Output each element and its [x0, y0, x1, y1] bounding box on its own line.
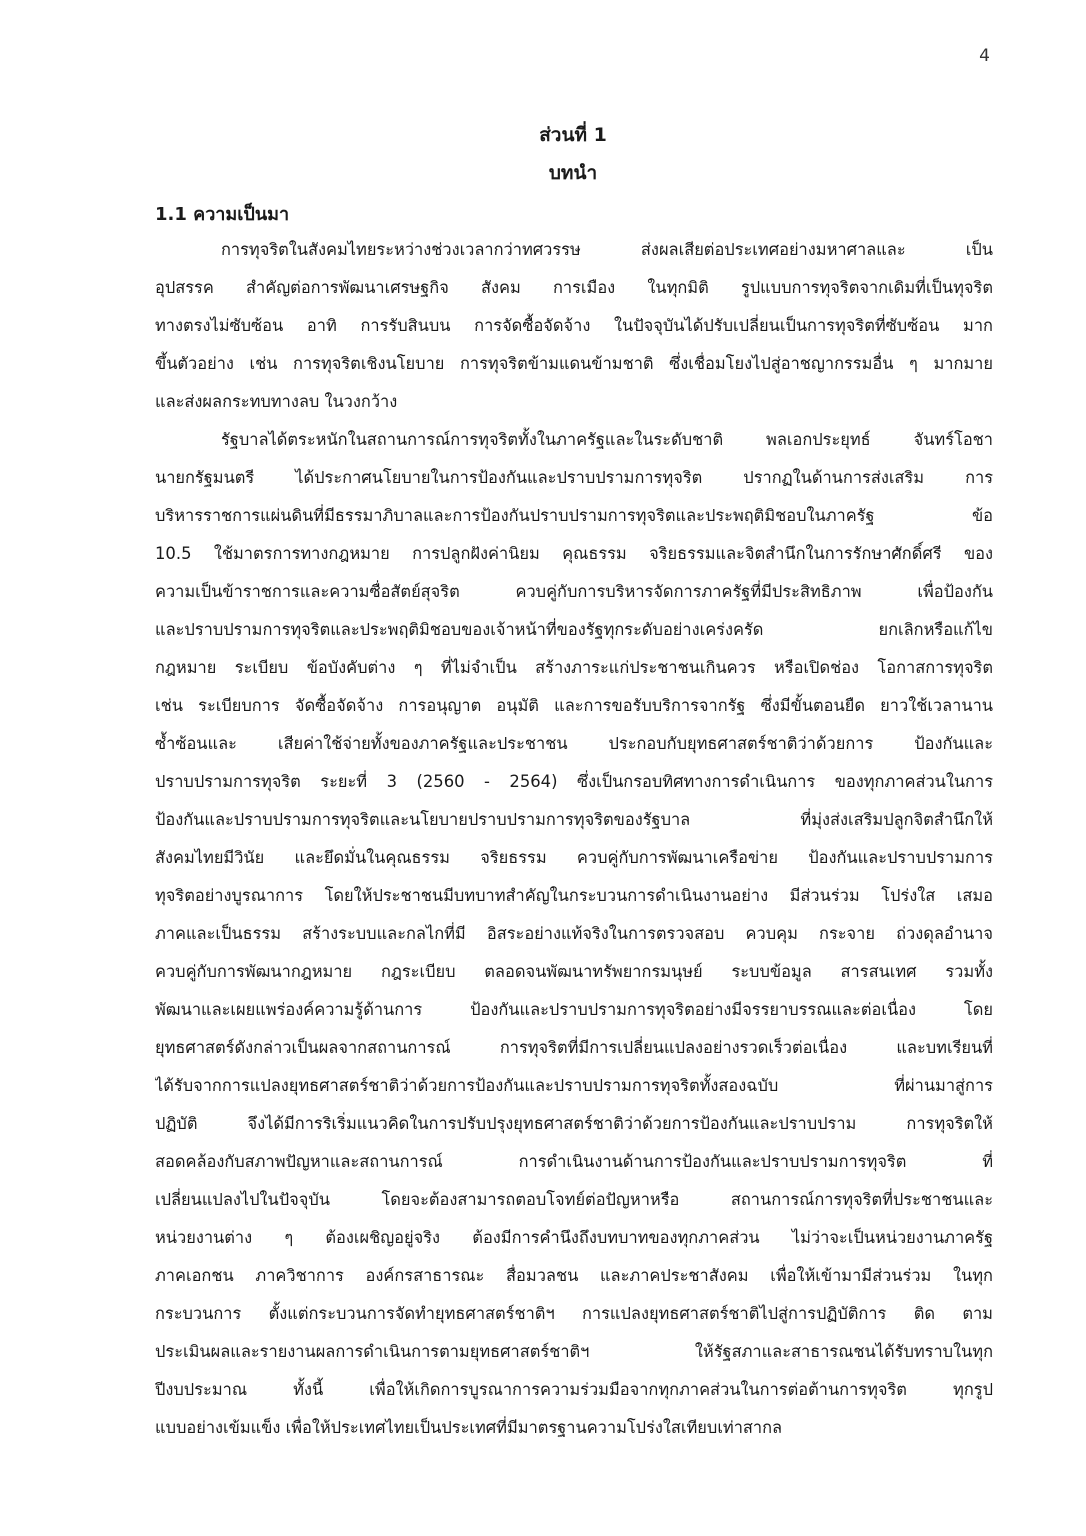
paragraph-line: ทางตรงไม่ซับซ้อน อาทิ การรับสินบน การจัดซื้อจัดจ้าง ในปัจจุบันได้ปรับเปลี่ยนเป็นการทุจริตที่ซับซ้อน มาก [155, 316, 993, 335]
paragraph-line: เช่น ระเบียบการ จัดซื้อจัดจ้าง การอนุญาต อนุมัติ และการขอรับบริการจากรัฐ ซึ่งมีขั้นตอนยืด ยาวใช้เวลานาน [155, 696, 993, 715]
paragraph-line: ปฏิบัติ จึงได้มีการริเริ่มแนวคิดในการปรับปรุงยุทธศาสตร์ชาติว่าด้วยการป้องกันและปราบปราม การทุจริตให้ [155, 1114, 993, 1133]
paragraph-line: นายกรัฐมนตรี ได้ประกาศนโยบายในการป้องกันและปราบปรามการทุจริต ปรากฏในด้านการส่งเสริม การ [155, 468, 993, 487]
page-number: 4 [979, 46, 990, 66]
paragraph-line: พัฒนาและเผยแพร่องค์ความรู้ด้านการ ป้องกันและปราบปรามการทุจริตอย่างมีจรรยาบรรณและต่อเนื่อง โดย [155, 1000, 993, 1019]
paragraph-line: เปลี่ยนแปลงไปในปัจจุบัน โดยจะต้องสามารถตอบโจทย์ต่อปัญหาหรือ สถานการณ์การทุจริตที่ประชาชนและ [155, 1190, 993, 1209]
paragraph-line: รัฐบาลได้ตระหนักในสถานการณ์การทุจริตทั้งในภาครัฐและในระดับชาติ พลเอกประยุทธ์ จันทร์โอชา [221, 430, 993, 449]
paragraph-line: ควบคู่กับการพัฒนากฎหมาย กฎระเบียบ ตลอดจนพัฒนาทรัพยากรมนุษย์ ระบบข้อมูล สารสนเทศ รวมทั้ง [155, 962, 993, 981]
part-title: ส่วนที่ 1 [539, 124, 607, 146]
paragraph-line: สังคมไทยมีวินัย และยึดมั่นในคุณธรรม จริยธรรม ควบคู่กับการพัฒนาเครือข่าย ป้องกันและปราบปรามการ [155, 848, 993, 867]
paragraph-line: ยุทธศาสตร์ดังกล่าวเป็นผลจากสถานการณ์ การทุจริตที่มีการเปลี่ยนแปลงอย่างรวดเร็วต่อเนื่อง และบทเรียนที่ [155, 1038, 993, 1057]
section-heading: 1.1 ความเป็นมา [155, 204, 290, 225]
paragraph-line: ปราบปรามการทุจริต ระยะที่ 3 (2560 - 2564) ซึ่งเป็นกรอบทิศทางการดำเนินการ ของทุกภาคส่วนในการ [155, 772, 993, 791]
paragraph-line: 10.5 ใช้มาตรการทางกฎหมาย การปลูกฝังค่านิยม คุณธรรม จริยธรรมและจิตสำนึกในการรักษาศักดิ์ศรี ของ [155, 544, 993, 563]
paragraph-line: ป้องกันและปราบปรามการทุจริตและนโยบายปราบปรามการทุจริตของรัฐบาล ที่มุ่งส่งเสริมปลูกจิตสำนึกให้ [155, 810, 993, 829]
paragraph-line: บริหารราชการแผ่นดินที่มีธรรมาภิบาลและการป้องกันปราบปรามการทุจริตและประพฤติมิชอบในภาครัฐ ข้อ [155, 506, 993, 525]
paragraph-line: ซ้ำซ้อนและ เสียค่าใช้จ่ายทั้งของภาครัฐและประชาชน ประกอบกับยุทธศาสตร์ชาติว่าด้วยการ ป้องกันและ [155, 734, 993, 753]
paragraph-line: และปราบปรามการทุจริตและประพฤติมิชอบของเจ้าหน้าที่ของรัฐทุกระดับอย่างเคร่งครัด ยกเลิกหรือแก้ไข [155, 620, 993, 639]
paragraph-line: หน่วยงานต่าง ๆ ต้องเผชิญอยู่จริง ต้องมีการคำนึงถึงบทบาทของทุกภาคส่วน ไม่ว่าจะเป็นหน่วยงานภาครัฐ [155, 1228, 993, 1247]
paragraph-line: ปีงบประมาณ ทั้งนี้ เพื่อให้เกิดการบูรณาการความร่วมมือจากทุกภาคส่วนในการต่อต้านการทุจริต ทุกรูป [155, 1380, 993, 1399]
paragraph-line: ทุจริตอย่างบูรณาการ โดยให้ประชาชนมีบทบาทสำคัญในกระบวนการดำเนินงานอย่าง มีส่วนร่วม โปร่งใส เสมอ [155, 886, 993, 905]
paragraph-line: ขึ้นตัวอย่าง เช่น การทุจริตเชิงนโยบาย การทุจริตข้ามแดนข้ามชาติ ซึ่งเชื่อมโยงไปสู่อาชญากรรมอื่น ๆ มากมาย [155, 354, 993, 373]
paragraph-line: การทุจริตในสังคมไทยระหว่างช่วงเวลากว่าทศวรรษ ส่งผลเสียต่อประเทศอย่างมหาศาลและ เป็น [221, 240, 993, 259]
chapter-title: บทนำ [548, 162, 598, 184]
paragraph-line: กฎหมาย ระเบียบ ข้อบังคับต่าง ๆ ที่ไม่จำเป็น สร้างภาระแก่ประชาชนเกินควร หรือเปิดช่อง โอกาสการทุจริต [155, 658, 993, 677]
paragraph-line: กระบวนการ ตั้งแต่กระบวนการจัดทำยุทธศาสตร์ชาติฯ การแปลงยุทธศาสตร์ชาติไปสู่การปฏิบัติการ ติด ตาม [155, 1304, 993, 1323]
paragraph-line: ความเป็นข้าราชการและความซื่อสัตย์สุจริต ควบคู่กับการบริหารจัดการภาครัฐที่มีประสิทธิภาพ เพื่อป้องกัน [155, 582, 993, 601]
paragraph-line: ภาคเอกชน ภาควิชาการ องค์กรสาธารณะ สื่อมวลชน และภาคประชาสังคม เพื่อให้เข้ามามีส่วนร่วม ในทุก [155, 1266, 993, 1285]
paragraph-line: ภาคและเป็นธรรม สร้างระบบและกลไกที่มี อิสระอย่างแท้จริงในการตรวจสอบ ควบคุม กระจาย ถ่วงดุลอำนาจ [155, 924, 993, 943]
paragraph-line: และส่งผลกระทบทางลบ ในวงกว้าง [155, 392, 398, 411]
paragraph-line: สอดคล้องกับสภาพปัญหาและสถานการณ์ การดำเนินงานด้านการป้องกันและปราบปรามการทุจริต ที่ [155, 1152, 993, 1171]
paragraph-line: ประเมินผลและรายงานผลการดำเนินการตามยุทธศาสตร์ชาติฯ ให้รัฐสภาและสาธารณชนได้รับทราบในทุก [155, 1342, 993, 1361]
paragraph-line: แบบอย่างเข้มแข็ง เพื่อให้ประเทศไทยเป็นประเทศที่มีมาตรฐานความโปร่งใสเทียบเท่าสากล [155, 1418, 783, 1437]
paragraph-line: อุปสรรค สำคัญต่อการพัฒนาเศรษฐกิจ สังคม การเมือง ในทุกมิติ รูปแบบการทุจริตจากเดิมที่เป็นทุจริต [155, 278, 993, 297]
paragraph-line: ได้รับจากการแปลงยุทธศาสตร์ชาติว่าด้วยการป้องกันและปราบปรามการทุจริตทั้งสองฉบับ ที่ผ่านมาสู่การ [155, 1076, 993, 1095]
